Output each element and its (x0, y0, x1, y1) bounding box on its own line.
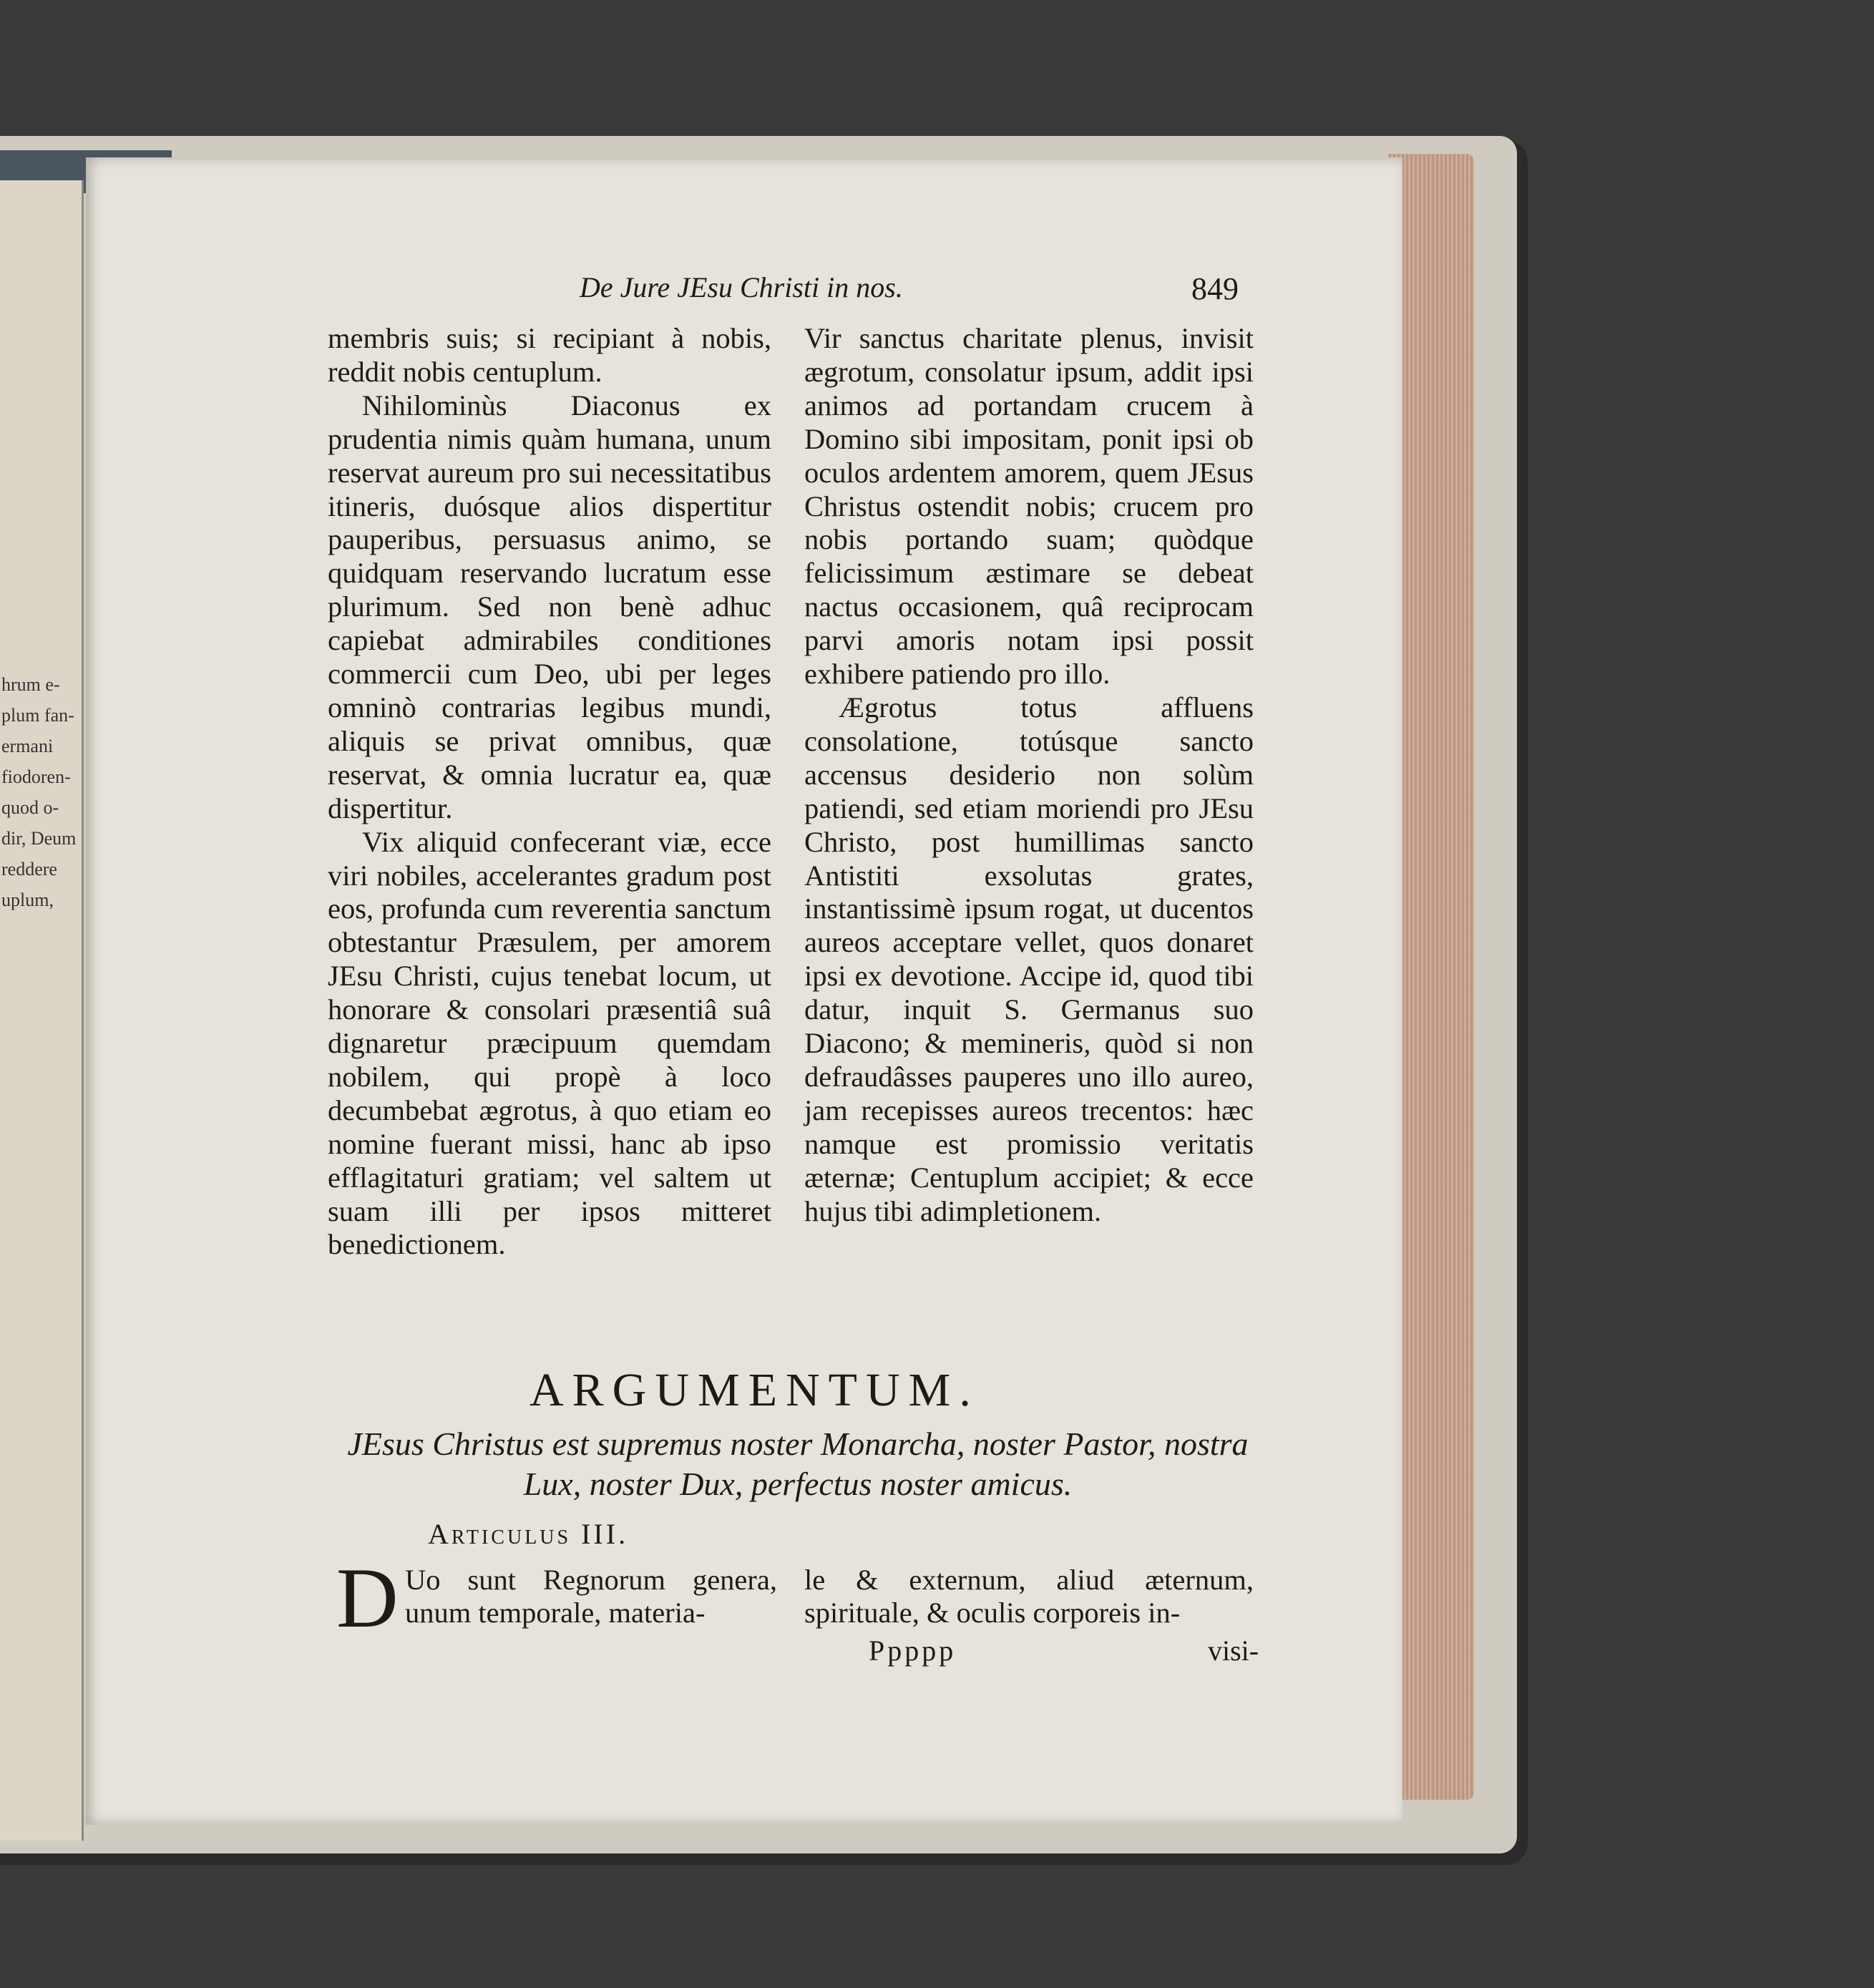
left-page-fragment (0, 180, 84, 1841)
bottom-right-text: le & externum, aliud æternum, spirituale, & oculis corporeis in- (804, 1564, 1254, 1629)
signature-mark: Ppppp (869, 1634, 957, 1667)
article-label: Articulus III. (428, 1518, 629, 1550)
left-page-scrap: hrum e- (1, 674, 60, 695)
paragraph: Nihilominùs Diaconus ex prudentia nimis quàm humana, unum reservat aureum pro sui necessitatibus itineris, duósque alios dispertitur pauperibus, persuasus animo, se quidquam reservando lucratum esse plurimum. Sed non benè adhuc capiebat admirabiles conditiones commercii cum Deo, ubi per leges omninò contrarias legibus mundi, aliquis se privat omnibus, quæ reservat, & omnia lucratur ea, quæ dispertitur. (328, 389, 771, 824)
left-column (328, 322, 771, 1262)
section-heading: ARGUMENTUM. (529, 1364, 980, 1416)
catchword: visi- (1208, 1634, 1259, 1667)
section-subtitle: JEsus Christus est supremus noster Monarcha, noster Pastor, nostra Lux, noster Dux, perfectus noster amicus. (347, 1426, 1249, 1502)
paragraph: Vir sanctus charitate plenus, invisit ægrotum, consolatur ipsum, addit ipsi animos ad portandam crucem à Domino sibi impositam, ponit ipsi ob oculos ardentem amorem, quem JEsus Christus ostendit nobis; crucem pro nobis portando suam; quòdque felicissimum æstimare se debeat nactus occasionem, quâ reciprocam parvi amoris notam ipsi possit exhibere patiendo pro illo. (804, 322, 1254, 691)
bottom-left-text: Uo sunt Regnorum genera, unum temporale, materia- (405, 1564, 777, 1629)
left-page-scrap: fiodoren- (1, 766, 71, 787)
paragraph: Ægrotus totus affluens consolatione, totúsque sancto accensus desiderio non solùm patiendi, sed etiam moriendi pro JEsu Christo, post humillimas sancto Antistiti exsolutas grates, instantissimè ipsum rogat, ut ducentos aureos acceptare vellet, quos donaret ipsi ex devotione. Accipe id, quod tibi datur, inquit S. Germanus suo Diacono; & memineris, quòd si non defraudâsses pauperes uno illo aureo, jam recepisses aureos trecentos: hæc namque est promissio veritatis æternæ; Centuplum accipiet; & ecce hujus tibi adimpletionem. (804, 691, 1254, 1227)
left-page-scrap: plum fan- (1, 705, 74, 726)
running-head: De Jure JEsu Christi in nos. (580, 271, 903, 303)
page-number: 849 (1191, 271, 1239, 306)
drop-cap: D (336, 1550, 399, 1645)
left-page-scrap: ermani (1, 736, 54, 756)
paragraph: membris suis; si recipiant à nobis, reddit nobis centuplum. (328, 322, 771, 388)
right-column (804, 322, 1254, 1228)
left-page-scrap: reddere (1, 859, 57, 880)
paragraph: Vix aliquid confecerant viæ, ecce viri nobiles, accelerantes gradum post eos, profunda cum reverentia sanctum obtestantur Præsulem, per amorem JEsu Christi, cujus tenebat locum, ut honorare & consolari præsentiâ suâ dignaretur præcipuum quemdam nobilem, qui propè à loco decumbebat ægrotus, à quo etiam eo nomine fuerant missi, hanc ab ipso efflagitaturi gratiam; vel saltem ut suam illi per ipsos mitteret benedictionem. (328, 825, 771, 1261)
left-page-scrap: quod o- (1, 797, 59, 818)
left-page-scrap: dir, Deum (1, 828, 77, 849)
left-page-scrap: uplum, (1, 890, 54, 910)
